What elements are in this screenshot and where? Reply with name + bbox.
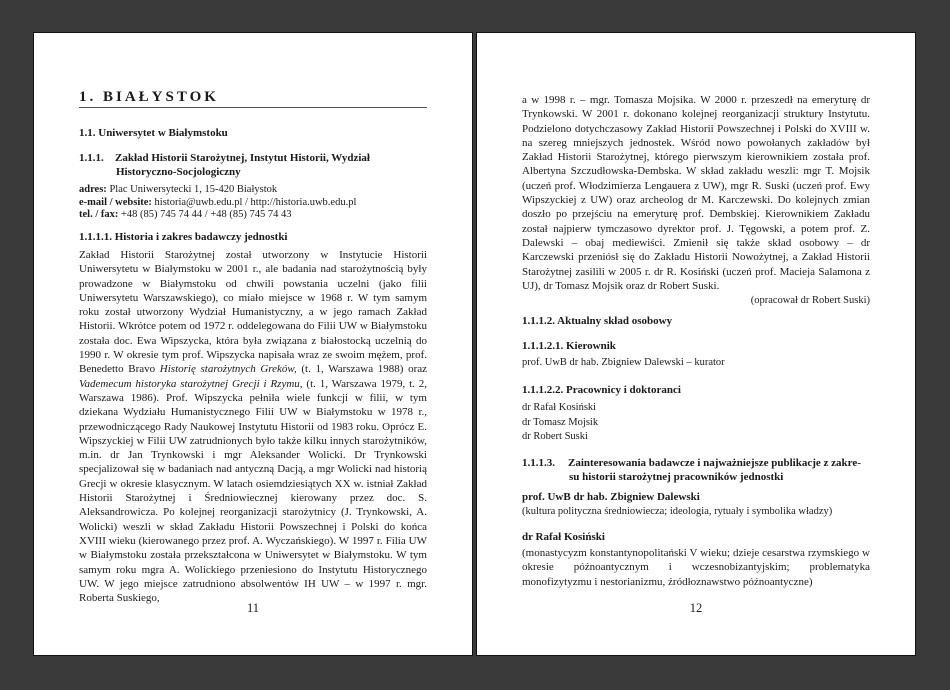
subsection-title-line1: Zakład Historii Starożytnej, Instytut Historii, Wydział <box>115 152 370 164</box>
person1-desc: (kultura polityczna średniowiecza; ideologia, rytuały i symbolika władzy) <box>522 506 833 517</box>
email-value: historia@uwb.edu.pl / http://historia.uwb.edu.pl <box>151 196 357 208</box>
left-page <box>34 33 472 655</box>
body-italic1: Historię starożytnych Greków, <box>159 363 297 376</box>
section-title: 1.1. Uniwersytet w Białymstoku <box>79 127 228 139</box>
person2-desc: (monastycyzm konstantynopolitański V wieku; dzieje cesarstwa rzymskiego w okresie późnoantycznym i wczesnobizantyjskim; problematyka monofizytyzmu i nestorianizmu, źródłoznawstwo późnoantyczne) <box>522 547 870 588</box>
address-label: adres: <box>79 184 107 195</box>
body-italic2: Vademecum historyka starożytnej Grecji i Rzymu <box>79 377 300 390</box>
head-person: prof. UwB dr hab. Zbigniew Dalewski – kurator <box>522 357 725 368</box>
tel-label: tel. / fax: <box>79 209 119 220</box>
address-line <box>79 184 427 197</box>
page-number-right: 12 <box>689 601 703 615</box>
body-part1: Zakład Historii Starożytnej został utworzony w Instytucie Historii Uniwersytetu w Białymstoku w 2001 r., ale badania nad starożytnością były prowadzone w Białymstoku od chwili powstania uczelni (jako filii Uniwersytetu Warszawskiego), co miało miejsce w 1968 r. W tym samym roku został utworzony Wydział Humanistyczny, a w jego ramach Zakład Historii. Wkrótce potem od 1972 r. oddelegowana do Filii UW w Białymstoku została doc. Ewa Wipszycka, która była związana z białostocką uczelnią do 1990 r. W okresie tym prof. Wipszycka napisała wraz ze swoim mężem, prof. Benedetto Bravo <box>79 249 427 376</box>
right-page <box>477 33 915 655</box>
attribution: (opracował dr Robert Suski) <box>750 295 870 307</box>
interests-heading <box>522 456 870 470</box>
subsection-number: 1.1.1. <box>79 152 104 164</box>
history-body <box>79 248 427 605</box>
head-heading: 1.1.1.2.1. Kierownik <box>522 340 616 352</box>
history-body-continued: a w 1998 r. – mgr. Tomasza Mojsika. W 2000 r. przeszedł na emeryturę dr Trynkowski. W 2001 r. dokonano kolejnej reorganizacji struktury Instytutu. Podzielono dotychczasowy Zakład Historii Powszechnej i Polski do XVIII w. na szereg mniejszych jednostek. Wśród nowo powołanych zakładów był Zakład Historii Starożytnej, którego pierwszym kierownikiem została prof. Albertyna Szczudłowska-Dembska. W skład zakładu weszli: mgr T. Mojsik (uczeń prof. Włodzimierza Lengauera z UW), mgr R. Suski (uczeń prof. Ewy Wipszyckiej z UW) oraz archeolog dr M. Karczewski. Do kolejnych zmian doszło po przejściu na emeryturę prof. Dembskiej. Kierownikiem Zakładu został najpierw tymczasowo dyrektor prof. J. Tęgowski, a potem prof. Z. Dalewski – obaj mediewiści. Zmienił się także skład osobowy – dr Karczewski przeniósł się do Zakładu Historii Nowożytnej, a Zakład Historii Starożytnej zasilili w 2005 r. dr R. Kosiński (uczeń prof. Macieja Salamona z UJ), dr Tomasz Mojsik oraz dr Robert Suski. <box>522 94 870 292</box>
body-part3: , (t. 1, Warszawa 1979, t. 2, Warszawa 1986). Prof. Wipszycka pełniła wiele funkcji w filii, w tym dziekana Wydziału Humanistycznego Filii UW w Białymstoku w 1978 r., przewodniczącego Rady Naukowej Instytutu Historii od 1983 roku. Oprócz E. Wipszyckiej w Filii UW zatrudnionych było także kilku innych starożytników, m.in. dr Jan Trynkowski i mgr Aleksander Wolicki. Dr Trynkowski specjalizował się w badaniach nad antyczną Dacją, a mgr Wolicki nad historią Grecji w okresie klasycznym. W latach osiemdziesiątych XX w. istniał Zakład Historii Starożytnej i Średniowiecznej kierowany przez doc. S. Aleksandrowicza. Po kolejnej reorganizacji starożytnicy (J. Trynkowski, A. Wolicki) weszli w skład Zakładu Historii Powszechnej i Polski do końca XVIII wieku (kierowanego przez prof. A. Wyczańskiego). W 1997 r. Filia UW w Białymstoku została przekształcona w Uniwersytet w Białymstoku. W tym samym roku mgra A. Wolickiego przeniesiono do Instytutu Historycznego UW. W jego miejsce zatrudniono absolwentów IH UW – w 1997 r. mgr. Roberta Suskiego, <box>79 377 428 605</box>
worker-item: dr Tomasz Mojsik <box>522 416 599 428</box>
interests-line2: su historii starożytnej pracowników jednostki <box>569 471 784 483</box>
history-heading: 1.1.1.1. Historia i zakres badawczy jednostki <box>79 231 288 243</box>
body-part2: (t. 1, Warszawa 1988) oraz <box>296 363 428 376</box>
worker-item: dr Robert Suski <box>522 431 588 442</box>
interests-number: 1.1.1.3. <box>522 457 555 469</box>
person1-name: prof. UwB dr hab. Zbigniew Dalewski <box>522 491 700 503</box>
subsection-title-line2: Historyczno-Socjologiczny <box>116 166 241 178</box>
contact-block <box>79 184 427 222</box>
interests-line1: Zainteresowania badawcze i najważniejsze publikacje z zakre- <box>568 457 861 469</box>
page-number-left: 11 <box>246 601 260 615</box>
chapter-title: 1. BIAŁYSTOK <box>79 89 427 108</box>
subsection-heading <box>79 151 427 165</box>
email-line <box>79 197 427 210</box>
workers-heading: 1.1.1.2.2. Pracownicy i doktoranci <box>522 384 681 396</box>
tel-value: +48 (85) 745 74 44 / +48 (85) 745 74 43 <box>118 209 292 220</box>
staff-heading: 1.1.1.2. Aktualny skład osobowy <box>522 315 673 327</box>
person2-name: dr Rafał Kosiński <box>522 531 605 543</box>
tel-line <box>79 209 427 222</box>
address-value: Plac Uniwersytecki 1, 15-420 Białystok <box>106 184 278 195</box>
email-label: e-mail / website: <box>79 196 152 208</box>
workers-list <box>522 401 870 445</box>
worker-item: dr Rafał Kosiński <box>522 402 597 413</box>
